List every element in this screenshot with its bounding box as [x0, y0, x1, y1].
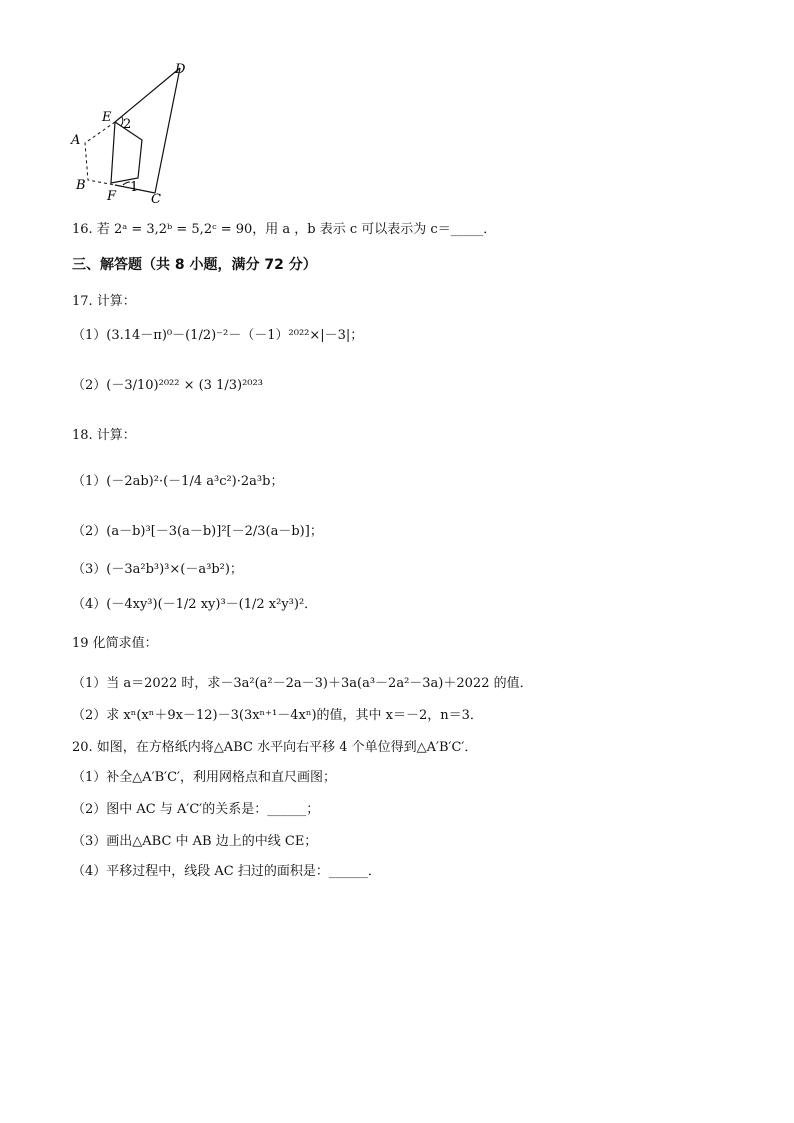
question-18-part-2: （2）(a－b)³[－3(a－b)]²[－2/3(a－b)]；: [72, 524, 323, 539]
question-16: 16. 若 2ᵃ = 3,2ᵇ = 5,2ᶜ = 90，用 a ，b 表示 c 可以表示为 c＝_____．: [72, 222, 497, 237]
label-1: 1: [130, 180, 139, 195]
question-18-part-4: （4）(－4xy³)(－1/2 xy)³－(1/2 x²y³)²．: [72, 597, 318, 612]
question-20-part-3: （3）画出△ABC 中 AB 边上的中线 CE；: [72, 834, 318, 849]
question-20-part-4: （4）平移过程中，线段 AC 扫过的面积是：______．: [72, 864, 381, 879]
question-19-part-2: （2）求 xⁿ(xⁿ＋9x－12)－3(3xⁿ⁺¹－4xⁿ)的值，其中 x＝－2，n＝3．: [72, 708, 483, 723]
label-A: A: [71, 133, 81, 148]
section-3-heading: 三、解答题（共 8 小题，满分 72 分）: [72, 257, 317, 273]
dashed-outline: [85, 122, 115, 185]
label-F: F: [107, 189, 117, 204]
label-2: 2: [123, 117, 132, 132]
label-C: C: [151, 192, 161, 207]
question-20-title: 20. 如图，在方格纸内将△ABC 水平向右平移 4 个单位得到△A′B′C′．: [72, 740, 478, 755]
label-D: D: [175, 62, 186, 77]
question-18-title: 18. 计算：: [72, 428, 136, 443]
label-B: B: [76, 178, 86, 193]
question-18-part-3: （3）(－3a²b³)³×(－a³b²)；: [72, 562, 243, 577]
question-17-part-1: （1）(3.14－π)⁰－(1/2)⁻²－（－1）²⁰²²×|－3|；: [72, 328, 364, 343]
question-19-part-1: （1）当 a＝2022 时，求－3a²(a²－2a－3)＋3a(a³－2a²－3a)＋2022 的值．: [72, 676, 533, 691]
segment-DC: [155, 68, 180, 193]
question-19-title: 19 化简求值：: [72, 636, 158, 651]
question-20-part-1: （1）补全△A′B′C′，利用网格点和直尺画图；: [72, 770, 337, 785]
question-18-part-1: （1）(－2ab)²·(－1/4 a³c²)·2a³b；: [72, 474, 284, 489]
question-17-part-2: （2）(－3/10)²⁰²² × (3 1/3)²⁰²³: [72, 378, 263, 393]
label-E: E: [102, 110, 112, 125]
question-20-part-2: （2）图中 AC 与 A′C′的关系是：______；: [72, 802, 320, 817]
angle-mark-1: [123, 182, 130, 185]
question-17-title: 17. 计算：: [72, 294, 136, 309]
geometry-figure: [60, 55, 220, 210]
